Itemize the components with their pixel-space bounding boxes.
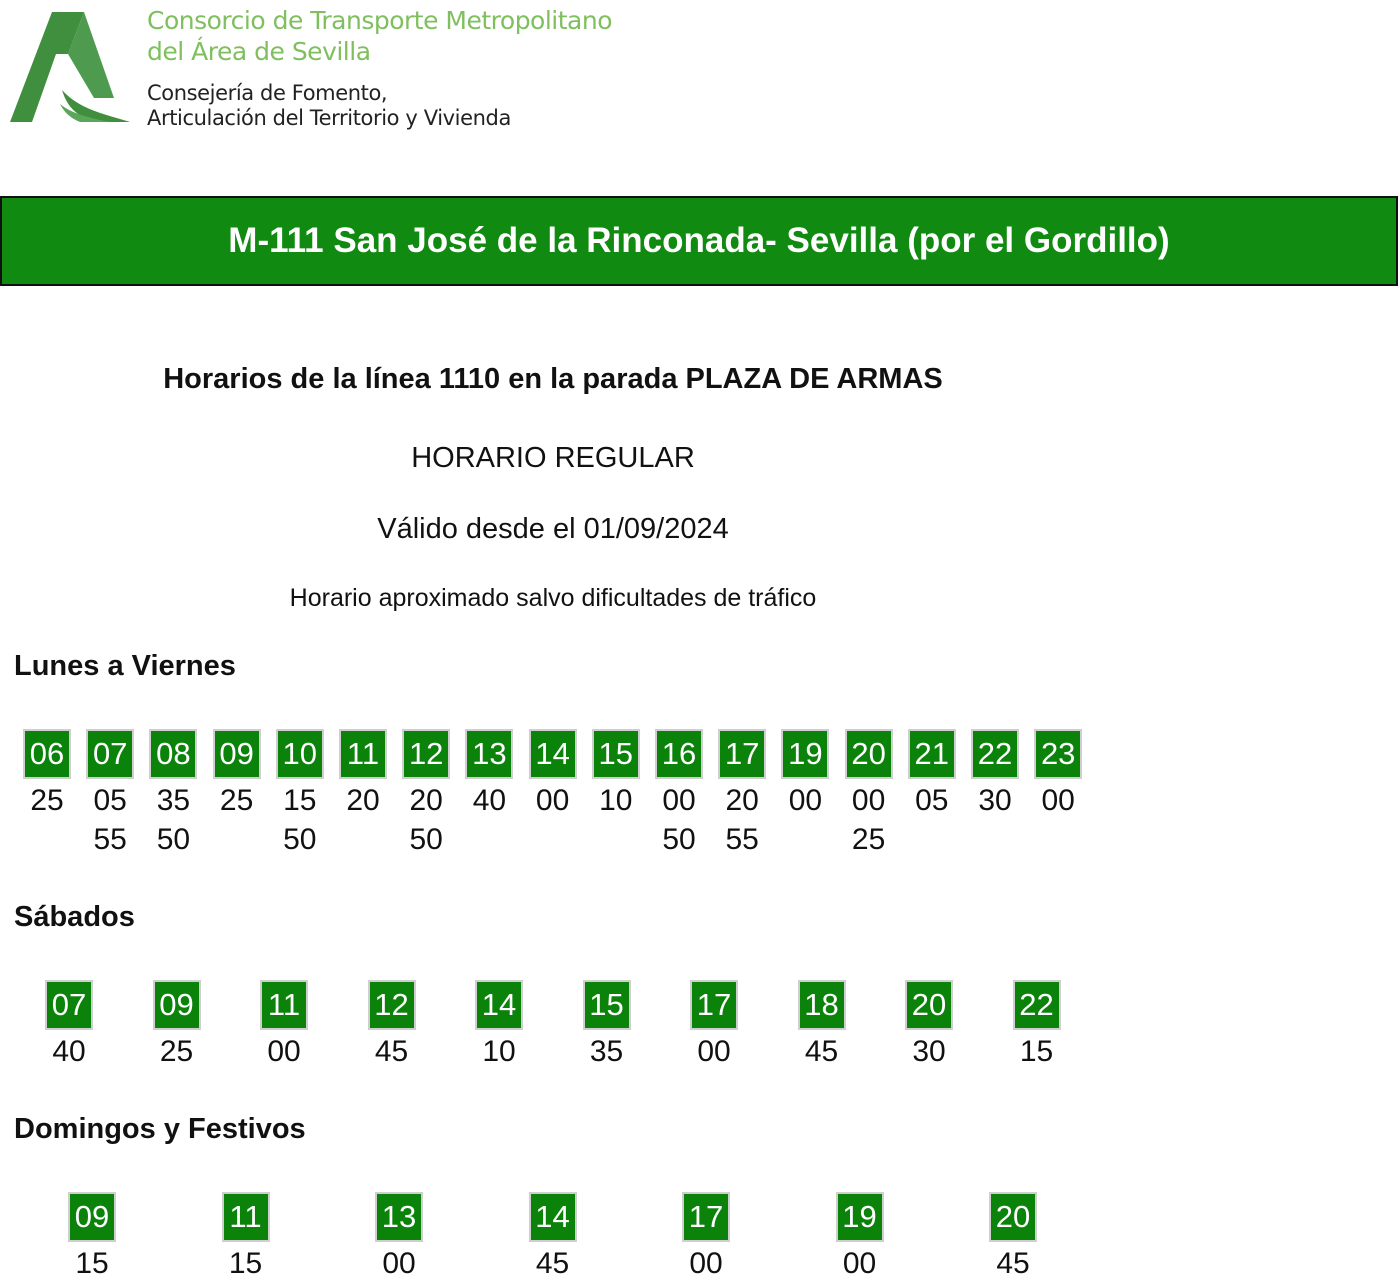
hour-badge: 11 (222, 1192, 270, 1242)
departure-minute: 35 (589, 1035, 624, 1068)
minutes-list (1020, 1032, 1053, 1071)
departure-minute: 45 (804, 1035, 839, 1068)
minutes-list (267, 1032, 300, 1071)
minutes-list (915, 781, 948, 820)
hour-column (681, 1192, 731, 1283)
departure-minute: 00 (842, 1247, 877, 1280)
minutes-list (599, 781, 632, 820)
departure-minute: 15 (1019, 1035, 1054, 1068)
departure-minute: 15 (228, 1247, 263, 1280)
minutes-list (75, 1244, 108, 1283)
minutes-list (382, 1244, 415, 1283)
departure-minute: 45 (535, 1247, 570, 1280)
hour-column (401, 729, 451, 859)
hour-column (844, 729, 894, 859)
departure-minute: 15 (283, 784, 317, 817)
minutes-list (590, 1032, 623, 1071)
hour-badge: 11 (339, 729, 387, 779)
hour-badge: 07 (86, 729, 134, 779)
minutes-list (410, 781, 443, 859)
minutes-list (662, 781, 695, 859)
hour-badge: 06 (23, 729, 71, 779)
departure-minute: 00 (689, 1247, 723, 1280)
departure-minute: 00 (382, 1247, 416, 1280)
valid-from-date: Válido desde el 01/09/2024 (377, 513, 729, 545)
departure-minute: 10 (599, 784, 633, 817)
minutes-list (473, 781, 506, 820)
hour-badge: 14 (529, 1192, 577, 1242)
minutes-list (30, 781, 63, 820)
hour-column (464, 729, 514, 820)
org-name-line-1: Consorcio de Transporte Metropolitano (147, 6, 613, 35)
hour-column (221, 1192, 271, 1283)
minutes-list (996, 1244, 1029, 1283)
hour-badge: 20 (905, 980, 953, 1030)
saturdays-title: Sábados (14, 901, 135, 933)
minutes-list (1042, 781, 1075, 820)
hour-badge: 14 (475, 980, 523, 1030)
minutes-list (52, 1032, 85, 1071)
hour-column (44, 980, 94, 1071)
departure-minute: 15 (75, 1247, 109, 1280)
hour-badge: 09 (213, 729, 261, 779)
departure-minute: 05 (93, 784, 127, 817)
minutes-list (229, 1244, 262, 1283)
hour-badge: 12 (402, 729, 450, 779)
hour-badge: 15 (592, 729, 640, 779)
minutes-list (283, 781, 316, 859)
hour-badge: 20 (845, 729, 893, 779)
departure-minute: 40 (472, 784, 507, 817)
departure-minute: 25 (159, 1035, 194, 1068)
hour-badge: 11 (260, 980, 308, 1030)
hour-column (338, 729, 388, 820)
hour-column (22, 729, 72, 820)
departure-minute: 30 (912, 1035, 946, 1068)
departure-minute: 00 (788, 784, 823, 817)
departure-minute: 20 (409, 784, 443, 817)
departure-minute: 00 (267, 1035, 301, 1068)
hour-badge: 18 (798, 980, 846, 1030)
hour-column (717, 729, 767, 859)
line-title-banner (0, 196, 1398, 286)
hour-column (212, 729, 262, 820)
minutes-list (843, 1244, 876, 1283)
sundays-title: Domingos y Festivos (14, 1113, 306, 1145)
departure-minute: 35 (156, 784, 191, 817)
minutes-list (157, 781, 190, 859)
hour-column (67, 1192, 117, 1283)
weekdays-title: Lunes a Viernes (14, 650, 236, 682)
departure-minute: 40 (52, 1035, 86, 1068)
minutes-list (978, 781, 1011, 820)
hour-badge: 15 (583, 980, 631, 1030)
departure-minute: 00 (1041, 784, 1075, 817)
schedule-regime: HORARIO REGULAR (411, 442, 695, 474)
departure-minute: 00 (535, 784, 570, 817)
hour-badge: 20 (989, 1192, 1037, 1242)
minutes-list (536, 1244, 569, 1283)
minutes-list (689, 1244, 722, 1283)
hour-column (835, 1192, 885, 1283)
departure-minute: 20 (725, 784, 759, 817)
hour-badge: 13 (465, 729, 513, 779)
minutes-list (220, 781, 253, 820)
hour-column (780, 729, 830, 820)
hour-column (1012, 980, 1062, 1071)
departure-minute: 50 (409, 823, 443, 856)
hour-badge: 09 (68, 1192, 116, 1242)
hour-badge: 22 (971, 729, 1019, 779)
minutes-list (94, 781, 127, 859)
hour-column (582, 980, 632, 1071)
hour-column (374, 1192, 424, 1283)
line-title: M-111 San José de la Rinconada- Sevilla (por el Gordillo) (228, 221, 1170, 260)
hour-badge: 14 (529, 729, 577, 779)
hour-column (275, 729, 325, 859)
departure-minute: 50 (662, 823, 696, 856)
junta-andalucia-logo-icon (10, 10, 132, 128)
hour-badge: 17 (718, 729, 766, 779)
hour-badge: 17 (682, 1192, 730, 1242)
departure-minute: 50 (283, 823, 317, 856)
hour-column (970, 729, 1020, 820)
departure-minute: 00 (662, 784, 696, 817)
hour-badge: 21 (908, 729, 956, 779)
hour-column (148, 729, 198, 859)
minutes-list (697, 1032, 730, 1071)
department-line-1: Consejería de Fomento, (147, 81, 388, 105)
departure-minute: 25 (851, 823, 886, 856)
hour-badge: 19 (781, 729, 829, 779)
hour-badge: 12 (368, 980, 416, 1030)
departure-minute: 00 (697, 1035, 731, 1068)
hour-column (988, 1192, 1038, 1283)
hour-column (654, 729, 704, 859)
departure-minute: 25 (30, 784, 64, 817)
minutes-list (726, 781, 759, 859)
hour-badge: 16 (655, 729, 703, 779)
hour-column (528, 729, 578, 820)
minutes-list (789, 781, 822, 820)
departure-minute: 30 (978, 784, 1012, 817)
minutes-list (852, 781, 885, 859)
departure-minute: 10 (482, 1035, 516, 1068)
hour-badge: 08 (149, 729, 197, 779)
hour-column (474, 980, 524, 1071)
org-name-line-2: del Área de Sevilla (147, 37, 371, 66)
minutes-list (805, 1032, 838, 1071)
minutes-list (482, 1032, 515, 1071)
departure-minute: 45 (374, 1035, 409, 1068)
hour-column (591, 729, 641, 820)
hour-column (152, 980, 202, 1071)
hour-column (528, 1192, 578, 1283)
hour-column (1033, 729, 1083, 820)
hour-column (907, 729, 957, 820)
hour-column (85, 729, 135, 859)
minutes-list (346, 781, 379, 820)
departure-minute: 05 (915, 784, 949, 817)
departure-minute: 25 (219, 784, 254, 817)
hour-badge: 23 (1034, 729, 1082, 779)
minutes-list (160, 1032, 193, 1071)
departure-minute: 00 (851, 784, 886, 817)
departure-minute: 20 (346, 784, 380, 817)
departure-minute: 45 (996, 1247, 1030, 1280)
hour-badge: 22 (1013, 980, 1061, 1030)
traffic-note: Horario aproximado salvo dificultades de tráfico (289, 584, 817, 612)
departure-minute: 50 (156, 823, 191, 856)
department-line-2: Articulación del Territorio y Vivienda (147, 106, 511, 130)
departure-minute: 55 (725, 823, 759, 856)
hour-column (259, 980, 309, 1071)
stop-title: Horarios de la línea 1110 en la parada PLAZA DE ARMAS (163, 363, 943, 395)
hour-column (689, 980, 739, 1071)
hour-column (797, 980, 847, 1071)
hour-badge: 07 (45, 980, 93, 1030)
hour-badge: 09 (153, 980, 201, 1030)
hour-badge: 17 (690, 980, 738, 1030)
minutes-list (375, 1032, 408, 1071)
hour-column (367, 980, 417, 1071)
minutes-list (536, 781, 569, 820)
hour-badge: 13 (375, 1192, 423, 1242)
hour-badge: 10 (276, 729, 324, 779)
hour-column (904, 980, 954, 1071)
minutes-list (912, 1032, 945, 1071)
hour-badge: 19 (836, 1192, 884, 1242)
departure-minute: 55 (93, 823, 127, 856)
